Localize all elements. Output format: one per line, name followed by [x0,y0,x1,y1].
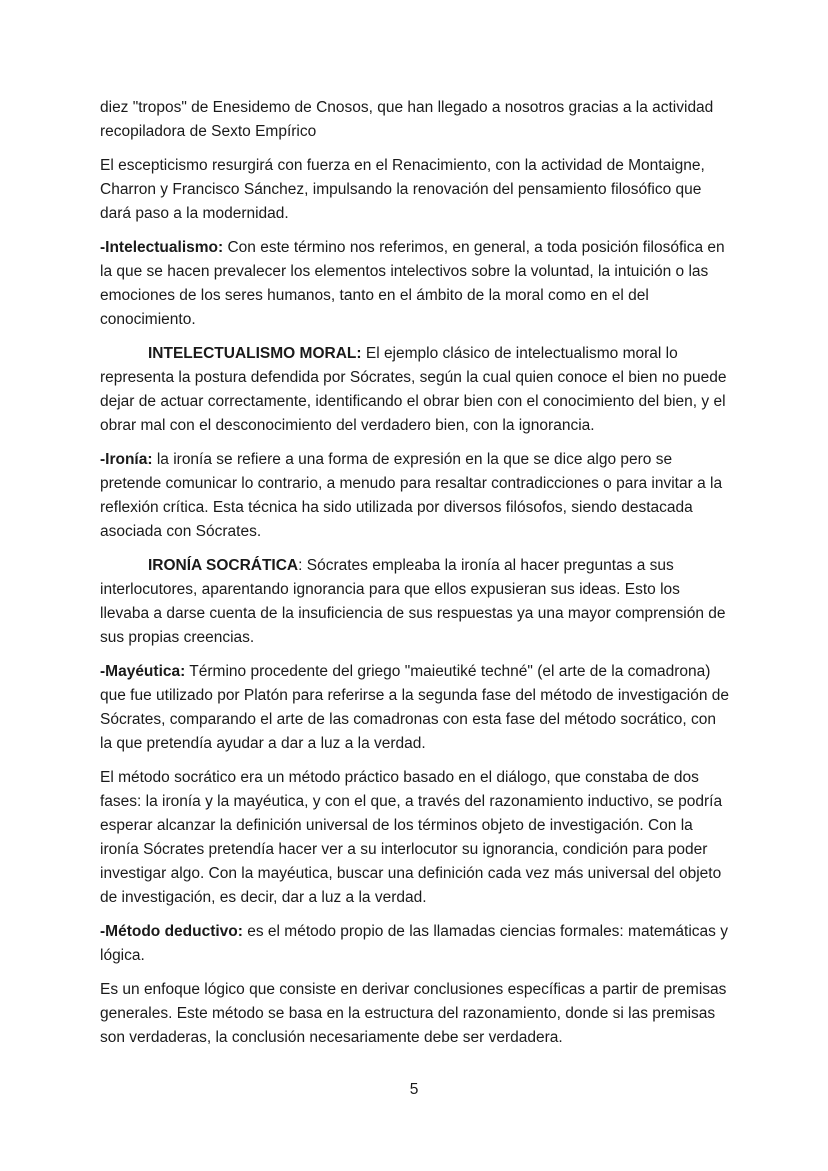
paragraph-sexto-empirico [100,96,732,144]
definition-text: es el método propio de las llamadas ciencias formales: matemáticas y lógica. [100,923,728,964]
definition-term: -Método deductivo: [100,923,243,940]
definition-text: Con este término nos referimos, en general, a toda posición filosófica en la que se hacen prevalecer los elementos intelectivos sobre la voluntad, la intuición o las emociones de los seres humanos, tanto en el ámbito de la moral como en el del conocimiento. [100,239,725,328]
definition-ironia [100,448,732,544]
definition-metodo-deductivo [100,920,732,968]
definition-term: INTELECTUALISMO MORAL: [148,345,362,362]
definition-term: -Mayéutica: [100,663,186,680]
paragraph-text: Es un enfoque lógico que consiste en derivar conclusiones específicas a partir de premisas generales. Este método se basa en la estructura del razonamiento, donde si las premisas son verdaderas, la conclusión necesariamente debe ser verdadera. [100,981,727,1046]
definition-text: : Sócrates empleaba la ironía al hacer preguntas a sus interlocutores, aparentando ignorancia para que ellos expusieran sus ideas. Esto los llevaba a darse cuenta de la insuficiencia de sus respuestas ya una mayor comprensión de sus propias creencias. [100,557,726,646]
definition-ironia-socratica [100,554,732,650]
paragraph-enfoque-logico [100,978,732,1050]
paragraph-metodo-socratico [100,766,732,910]
paragraph-text: diez "tropos" de Enesidemo de Cnosos, que han llegado a nosotros gracias a la actividad recopiladora de Sexto Empírico [100,99,714,140]
paragraph-text: El método socrático era un método práctico basado en el diálogo, que constaba de dos fases: la ironía y la mayéutica, y con el que, a través del razonamiento inductivo, se podría esperar alcanzar la definición universal de los términos objeto de investigación. Con la ironía Sócrates pretendía hacer ver a su interlocutor su ignorancia, condición para poder investigar algo. Con la mayéutica, buscar una definición cada vez más universal del objeto de investigación, es decir, dar a luz a la verdad. [100,769,723,906]
definition-mayeutica [100,660,732,756]
paragraph-text: El escepticismo resurgirá con fuerza en el Renacimiento, con la actividad de Montaigne, Charron y Francisco Sánchez, impulsando la renovación del pensamiento filosófico que dará paso a la modernidad. [100,157,705,222]
page-number: 5 [409,1081,419,1098]
document-page-body [100,96,732,1060]
definition-intelectualismo [100,236,732,332]
definition-text: la ironía se refiere a una forma de expresión en la que se dice algo pero se pretende comunicar lo contrario, a menudo para resaltar contradicciones o para invitar a la reflexión crítica. Esta técnica ha sido utilizada por diversos filósofos, siendo destacada asociada con Sócrates. [100,451,723,540]
definition-intelectualismo-moral [100,342,732,438]
definition-text: El ejemplo clásico de intelectualismo moral lo representa la postura defendida por Sócrates, según la cual quien conoce el bien no puede dejar de actuar correctamente, identificando el obrar bien con el conocimiento del bien, y el obrar mal con el desconocimiento del verdadero bien, con la ignorancia. [100,345,727,434]
paragraph-escepticismo-renacimiento [100,154,732,226]
definition-text: Término procedente del griego "maieutiké techné" (el arte de la comadrona) que fue utilizado por Platón para referirse a la segunda fase del método de investigación de Sócrates, comparando el arte de las comadronas con esta fase del método socrático, con la que pretendía ayudar a dar a luz a la verdad. [100,663,730,752]
definition-term: -Ironía: [100,451,153,468]
definition-term: -Intelectualismo: [100,239,224,256]
definition-term: IRONÍA SOCRÁTICA [148,557,299,574]
